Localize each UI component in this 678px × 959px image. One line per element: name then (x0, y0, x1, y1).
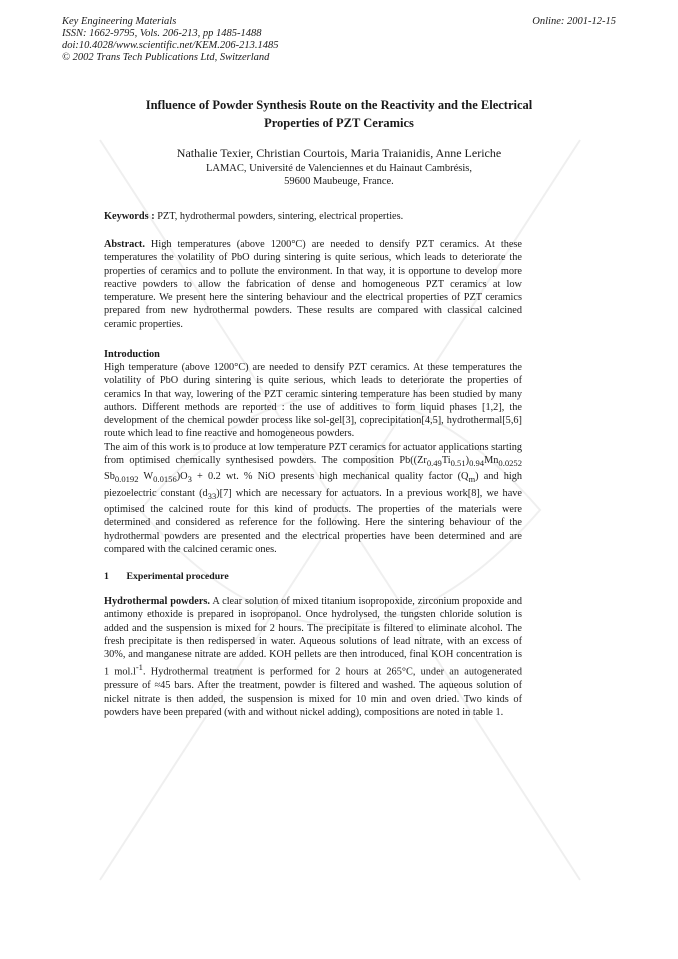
subscript: 0.49 (426, 458, 442, 469)
subscript: 0.51 (450, 458, 466, 469)
keywords-text: PZT, hydrothermal powders, sintering, electrical properties. (157, 211, 404, 222)
subscript: 0.94 (469, 458, 485, 469)
superscript: -1 (135, 662, 143, 673)
intro-paragraph-2 (104, 441, 522, 557)
intro-text: The aim of this work is to produce at low temperature PZT ceramics for actuator applications starting from optimised chemically synthesised powders. The composition Pb((Zr (104, 441, 522, 467)
abstract-label: Abstract. (104, 239, 145, 250)
subscript: 0.0192 (114, 474, 139, 485)
subscript: 0.0156 (153, 474, 177, 485)
keywords (104, 210, 522, 223)
section-title: Experimental procedure (126, 571, 229, 582)
affiliation (62, 162, 616, 188)
introduction-heading: Introduction (104, 349, 160, 360)
keywords-label: Keywords : (104, 211, 155, 222)
subscript: m (468, 474, 476, 485)
section-number: 1 (104, 571, 109, 582)
journal-header (62, 16, 616, 64)
intro-text: )[7] which are necessary for actuators. In a previous work[8], we have optimised the calcined route for this kind of products. The properties of the materials were determined and considered as reference for the following. Here the sintering behaviour of the hydrothermal powders are presented and the electrical properties have been determined and are compared with the calcined ceramic ones. (104, 487, 522, 555)
intro-text: + 0.2 wt. % NiO presents high mechanical quality factor (Q (191, 471, 469, 483)
paper-title (100, 96, 578, 132)
doi-line: doi:10.4028/www.scientific.net/KEM.206-213.1485 (62, 40, 279, 51)
intro-text: )O (176, 471, 188, 483)
subscript: 33 (207, 490, 217, 501)
online-date: Online: 2001-12-15 (532, 16, 616, 27)
intro-text: ) (465, 455, 470, 467)
affiliation-line-1: LAMAC, Université de Valenciennes et du Hainaut Cambrésis, (205, 163, 473, 174)
intro-text: ) and high piezoelectric constant (d (104, 471, 522, 499)
copyright-line: © 2002 Trans Tech Publications Ltd, Switzerland (62, 52, 270, 63)
hydrothermal-paragraph (104, 595, 522, 719)
title-line-1: Influence of Powder Synthesis Route on the Reactivity and the Electrical (145, 98, 533, 112)
introduction-body (104, 361, 522, 556)
journal-name: Key Engineering Materials (62, 16, 177, 27)
intro-paragraph-1: High temperature (above 1200°C) are needed to densify PZT ceramics. At these temperatures the volatility of PbO during sintering is quite serious, which leads to deteriorate the properties of ceramics In that way, lowering of the PZT ceramic sintering temperature has been studied by many authors. Different methods are reported : the use of additives to form liquid phases [1,2], the development of the chemical powder process like sol-gel[3], coprecipitation[4,5], hydrothermal[5,6] route which lead to fine reactive and homogeneous powders. (104, 362, 522, 440)
intro-text: Sb (104, 471, 115, 483)
subscript: 0.0252 (498, 458, 522, 469)
abstract-text: High temperatures (above 1200°C) are needed to densify PZT ceramics. At these temperatures the volatility of PbO during sintering is quite serious, which leads to deteriorate the properties of ceramics and to pollute the environment. In that way, it is opportune to develop more reactive powders to allow the fabrication of dense and homogeneous PZT ceramics at low temperature. We present here the sintering behaviour and the electrical properties of PZT ceramics prepared from new hydrothermal powders. These results are compared with classical calcined ceramic properties. (104, 239, 522, 330)
intro-text: W (138, 471, 154, 483)
abstract (104, 238, 522, 331)
section-heading (104, 570, 522, 583)
subscript: 3 (187, 474, 192, 485)
intro-text: Mn (484, 455, 499, 467)
hydrothermal-text: . Hydrothermal treatment is performed for 2 hours at 265°C, under an autogenerated pressure of ≈45 bars. After the treatment, powder is filtered and washed. The aqueous solution of nickel nitrate is then added, the suspension is mixed for 10 min and oven dried. Two kinds of powders have been prepared (with and without nickel adding), compositions are noted in table 1. (104, 666, 522, 718)
hydrothermal-text: A clear solution of mixed titanium isopropoxide, zirconium propoxide and antimony ethoxide is prepared in isopropanol. Once hydrolysed, the tungsten chloride solution is added and the suspension is mixed for 2 hours. The precipitate is filtered to eliminate alcohol. The fresh precipitate is then redispersed in water. Aqueous solutions of lead nitrate, with an excess of 30%, and manganese nitrate are added. KOH pellets are then introduced, final KOH concentration is 1 mol.l (104, 596, 522, 678)
issn-line: ISSN: 1662-9795, Vols. 206-213, pp 1485-1488 (62, 28, 262, 39)
author-list: Nathalie Texier, Christian Courtois, Maria Traianidis, Anne Leriche (176, 146, 502, 160)
hydrothermal-label: Hydrothermal powders. (104, 596, 210, 607)
affiliation-line-2: 59600 Maubeuge, France. (284, 176, 394, 187)
title-line-2: Properties of PZT Ceramics (264, 116, 414, 130)
intro-text: Ti (441, 455, 451, 467)
